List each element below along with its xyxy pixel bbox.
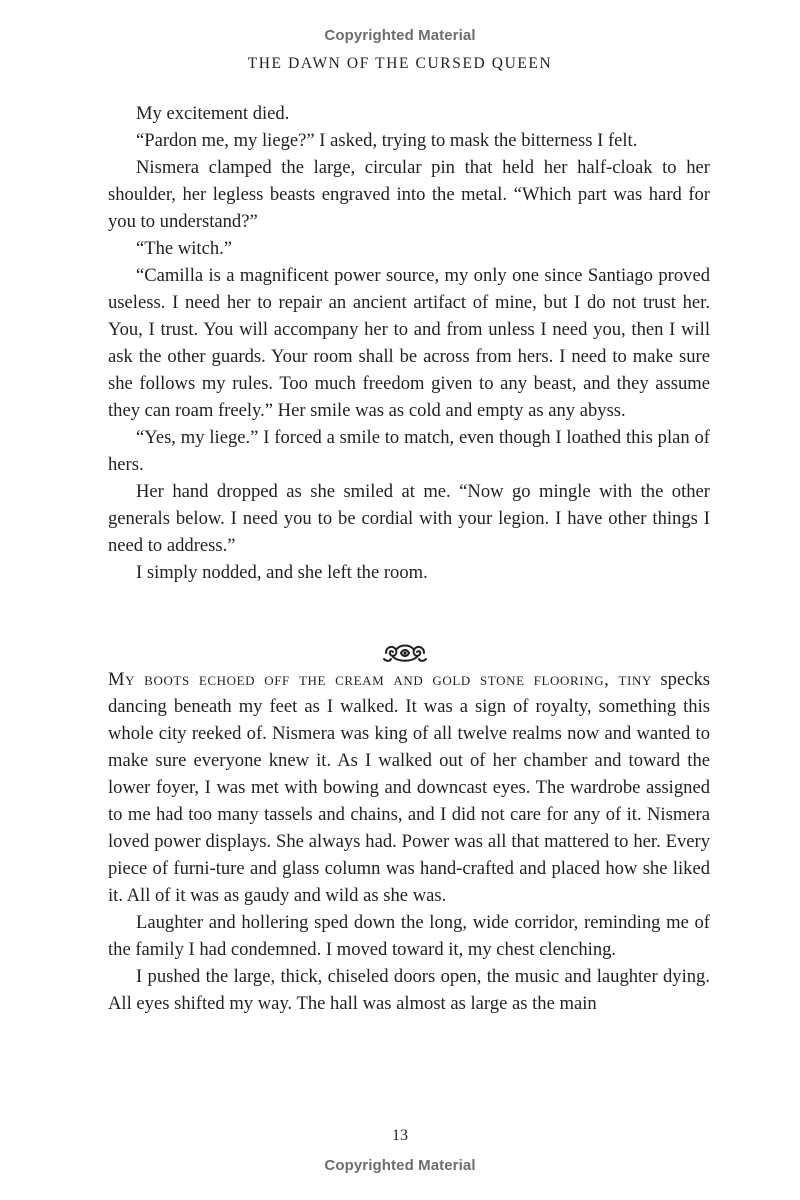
scroll-flourish-icon: [381, 640, 429, 666]
opening-smallcaps: My boots echoed off the cream and gold stone flooring, tiny: [108, 669, 652, 690]
paragraph: “Pardon me, my liege?” I asked, trying to mask the bitterness I felt.: [136, 130, 638, 151]
paragraph: I simply nodded, and she left the room.: [136, 562, 428, 583]
opening-text: specks dancing beneath my feet as I walked. It was a sign of royalty, something this whole city reeked of. Nismera was king of all twelve realms now and wanted to make sure everyone knew it. As I walked out of her chamber and toward the lower foyer, I was met with bowing and downcast eyes. The wardrobe assigned to me had too many tassels and chains, and I did not care for any of it. Nismera loved power displays. She always had. Power was all that mattered to her. Every piece of furni-ture and glass column was hand-crafted and placed how she liked it. All of it was as gaudy and wild as she was.: [108, 669, 710, 906]
paragraph: “Yes, my liege.” I forced a smile to match, even though I loathed this plan of hers.: [108, 427, 710, 475]
text-section-2: [108, 666, 710, 1017]
paragraph-opening: [108, 666, 710, 909]
paragraph: “The witch.”: [136, 238, 233, 259]
copyright-watermark-top: Copyrighted Material: [324, 27, 476, 44]
text-section-1: [108, 100, 710, 586]
paragraph: Laughter and hollering sped down the long, wide corridor, reminding me of the family I had condemned. I moved toward it, my chest clenching.: [108, 912, 710, 960]
paragraph: My excitement died.: [136, 103, 290, 124]
page-number: 13: [392, 1127, 408, 1144]
paragraph: “Camilla is a magnificent power source, my only one since Santiago proved useless. I need her to repair an ancient artifact of mine, but I do not trust her. You, I trust. You will accompany her to and from unless I need you, then I will ask the other guards. Your room shall be across from hers. I need to make sure she follows my rules. Too much freedom given to any beast, and they assume they can roam freely.” Her smile was as cold and empty as any abyss.: [108, 265, 710, 421]
paragraph: Her hand dropped as she smiled at me. “Now go mingle with the other generals below. I need you to be cordial with your legion. I have other things I need to address.”: [108, 481, 710, 556]
running-head: THE DAWN OF THE CURSED QUEEN: [247, 55, 553, 72]
copyright-watermark-bottom: Copyrighted Material: [324, 1157, 476, 1174]
paragraph: Nismera clamped the large, circular pin that held her half-cloak to her shoulder, her legless beasts engraved into the metal. “Which part was hard for you to understand?”: [108, 157, 710, 232]
paragraph: I pushed the large, thick, chiseled doors open, the music and laughter dying. All eyes shifted my way. The hall was almost as large as the main: [108, 966, 710, 1014]
